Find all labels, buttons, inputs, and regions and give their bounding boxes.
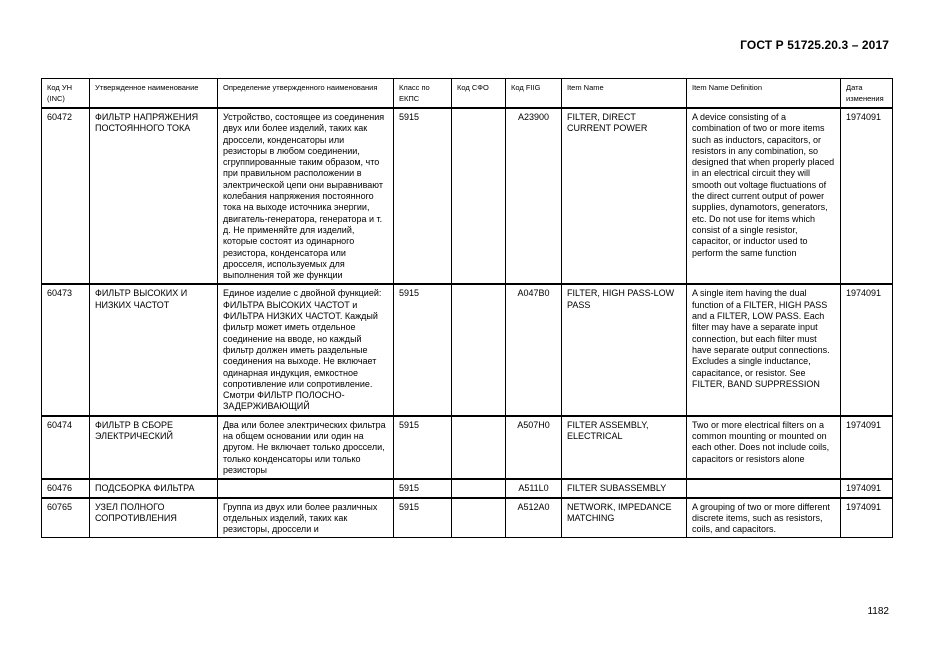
table-row xyxy=(42,479,893,497)
table-row xyxy=(42,108,893,284)
item-name-cell: FILTER ASSEMBLY, ELECTRICAL xyxy=(562,416,687,479)
definition-cell: Группа из двух или более различных отдельных изделий, таких как резисторы, дроссели и xyxy=(218,498,394,538)
approved-name-cell: ПОДСБОРКА ФИЛЬТРА xyxy=(90,479,218,497)
column-header: Класс по ЕКПС xyxy=(394,79,452,109)
gost-table xyxy=(41,78,893,538)
date-cell: 1974091 xyxy=(841,416,893,479)
sfo-cell xyxy=(452,108,506,284)
table-row xyxy=(42,284,893,415)
inc-cell: 60765 xyxy=(42,498,90,538)
item-name-cell: NETWORK, IMPEDANCE MATCHING xyxy=(562,498,687,538)
table-row xyxy=(42,416,893,479)
table-header-row xyxy=(42,79,893,109)
fiig-cell: A511L0 xyxy=(506,479,562,497)
sfo-cell xyxy=(452,479,506,497)
item-definition-cell: A grouping of two or more different discrete items, such as resistors, coils, and capacitors. xyxy=(687,498,841,538)
column-header: Код FIIG xyxy=(506,79,562,109)
class-cell: 5915 xyxy=(394,108,452,284)
inc-cell: 60474 xyxy=(42,416,90,479)
class-cell: 5915 xyxy=(394,479,452,497)
definition-cell: Два или более электрических фильтра на общем основании или один на другом. Не включает только дроссели, только конденсаторы или только резисторы xyxy=(218,416,394,479)
column-header: Определение утвержденного наименования xyxy=(218,79,394,109)
column-header: Item Name xyxy=(562,79,687,109)
column-header: Код СФО xyxy=(452,79,506,109)
inc-cell: 60472 xyxy=(42,108,90,284)
fiig-cell: A047B0 xyxy=(506,284,562,415)
item-definition-cell: Two or more electrical filters on a common mounting or mounted on each other. Does not include coils, capacitors or resistors alone xyxy=(687,416,841,479)
item-name-cell: FILTER, HIGH PASS-LOW PASS xyxy=(562,284,687,415)
column-header: Item Name Definition xyxy=(687,79,841,109)
inc-cell: 60473 xyxy=(42,284,90,415)
sfo-cell xyxy=(452,498,506,538)
approved-name-cell: ФИЛЬТР В СБОРЕ ЭЛЕКТРИЧЕСКИЙ xyxy=(90,416,218,479)
definition-cell: Единое изделие с двойной функцией: ФИЛЬТРА ВЫСОКИХ ЧАСТОТ и ФИЛЬТРА НИЗКИХ ЧАСТОТ. Каждый фильтр может иметь отдельное соединение на вводе, но каждый фильтр должен иметь раздельные соединения на выходе. Не включает одинарная индукция, емкостное сопротивление или сопротивление. Смотри ФИЛЬТР ПОЛОСНО-ЗАДЕРЖИВАЮЩИЙ xyxy=(218,284,394,415)
date-cell: 1974091 xyxy=(841,284,893,415)
fiig-cell: A512A0 xyxy=(506,498,562,538)
sfo-cell xyxy=(452,284,506,415)
item-definition-cell xyxy=(687,479,841,497)
approved-name-cell: УЗЕЛ ПОЛНОГО СОПРОТИВЛЕНИЯ xyxy=(90,498,218,538)
date-cell: 1974091 xyxy=(841,108,893,284)
column-header: Дата изменения xyxy=(841,79,893,109)
date-cell: 1974091 xyxy=(841,498,893,538)
class-cell: 5915 xyxy=(394,284,452,415)
item-name-cell: FILTER SUBASSEMBLY xyxy=(562,479,687,497)
class-cell: 5915 xyxy=(394,498,452,538)
column-header: Утвержденное наименование xyxy=(90,79,218,109)
document-header: ГОСТ Р 51725.20.3 – 2017 xyxy=(740,38,889,52)
definition-cell: Устройство, состоящее из соединения двух или более изделий, таких как дроссели, конденсаторы или резисторы в любом соединении, сгруппированные таким образом, что при правильном расположении в электрической цепи они выравнивают колебания напряжения постоянного тока на выходе источника энергии, двигатель-генератора, генератора и т. д. Не применяйте для изделий, которые состоят из одинарного резистора, конденсатора или дросселя, используемых для выполнения той же функции xyxy=(218,108,394,284)
approved-name-cell: ФИЛЬТР ВЫСОКИХ И НИЗКИХ ЧАСТОТ xyxy=(90,284,218,415)
inc-cell: 60476 xyxy=(42,479,90,497)
table-row xyxy=(42,498,893,538)
fiig-cell: A23900 xyxy=(506,108,562,284)
definition-cell xyxy=(218,479,394,497)
sfo-cell xyxy=(452,416,506,479)
class-cell: 5915 xyxy=(394,416,452,479)
item-name-cell: FILTER, DIRECT CURRENT POWER xyxy=(562,108,687,284)
column-header: Код УН (INC) xyxy=(42,79,90,109)
item-definition-cell: A device consisting of a combination of two or more items such as inductors, capacitors, or resistors in any combination, so designed that when properly placed in an electrical circuit they will smooth out voltage fluctuations of the direct current output of power supplies, dynamotors, generators, etc. Do not use for items which consist of a single resistor, capacitor, or inductor used to perform the same function xyxy=(687,108,841,284)
fiig-cell: A507H0 xyxy=(506,416,562,479)
item-definition-cell: A single item having the dual function of a FILTER, HIGH PASS and a FILTER, LOW PASS. Each filter may have a separate input connection, but each filter must have separate output connections. Excludes a single inductance, capacitance, or resistor. See FILTER, BAND SUPPRESSION xyxy=(687,284,841,415)
date-cell: 1974091 xyxy=(841,479,893,497)
page-number: 1182 xyxy=(867,606,889,617)
approved-name-cell: ФИЛЬТР НАПРЯЖЕНИЯ ПОСТОЯННОГО ТОКА xyxy=(90,108,218,284)
